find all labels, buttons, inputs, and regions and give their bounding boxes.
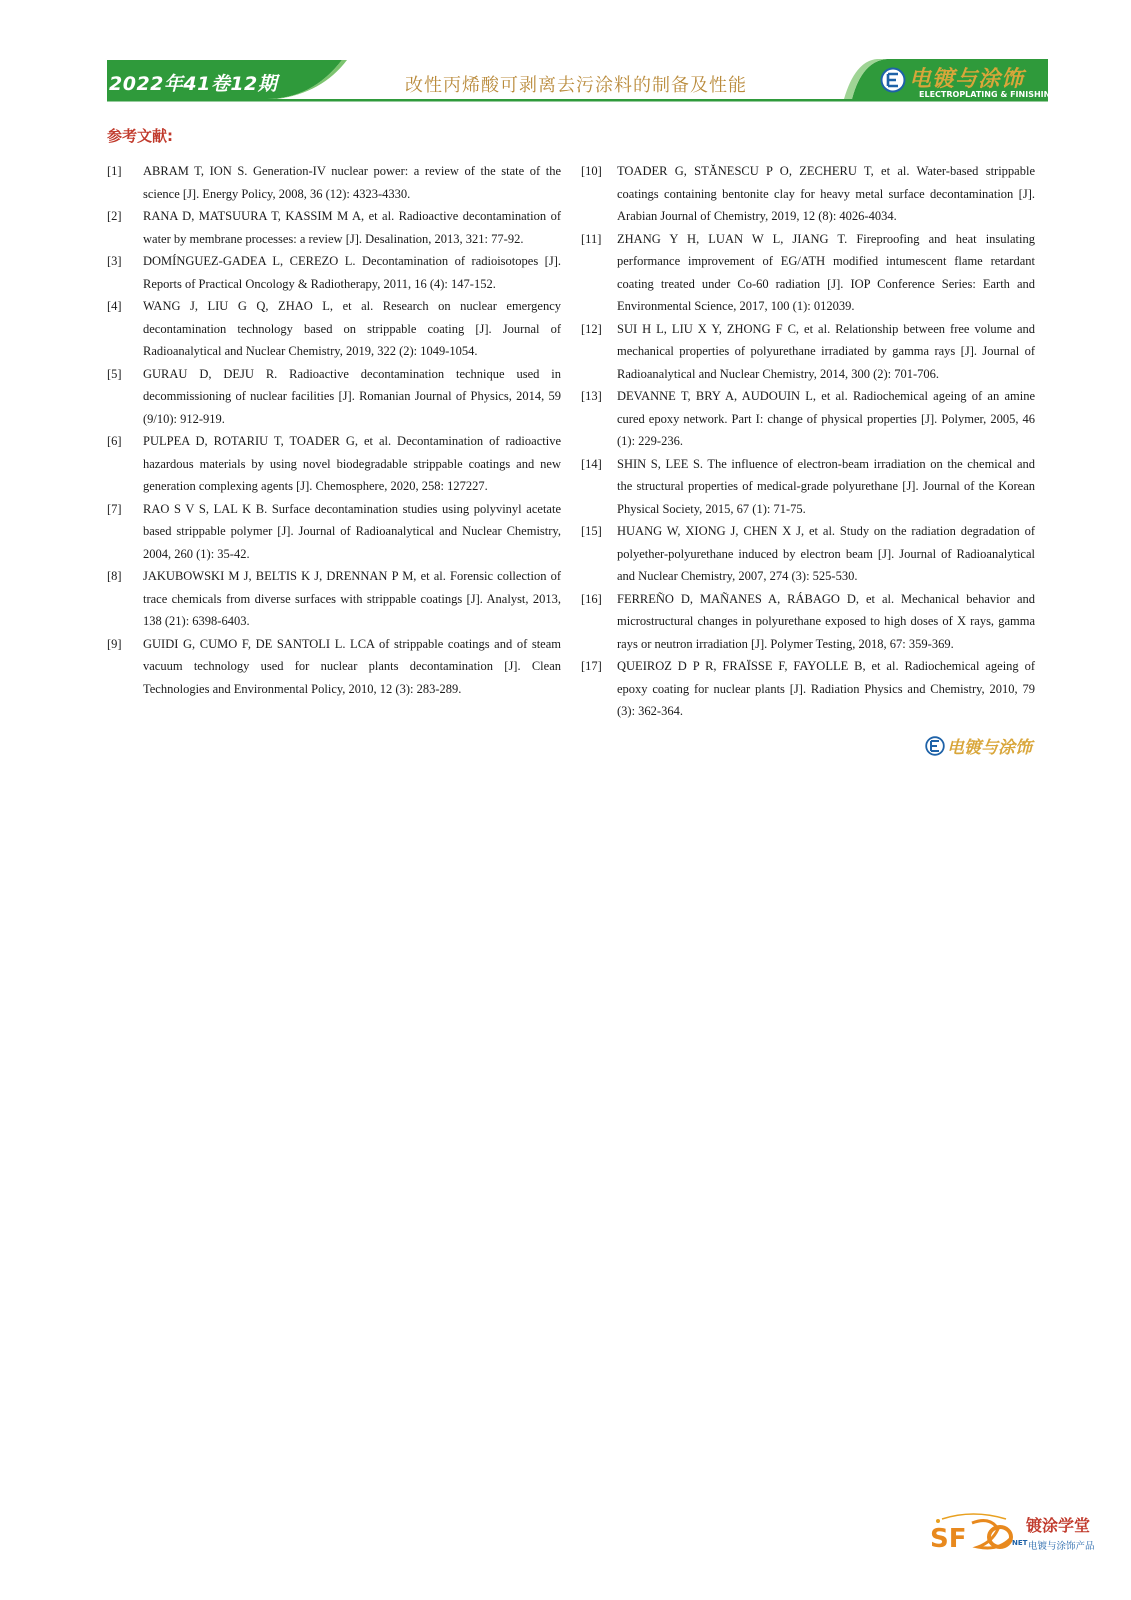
reference-item bbox=[581, 228, 1035, 318]
reference-number: [13] bbox=[581, 389, 602, 403]
sfeo-net-label: NET bbox=[1012, 1539, 1028, 1547]
sfeo-logo bbox=[928, 1507, 1108, 1567]
journal-logo-icon bbox=[880, 67, 906, 93]
reference-number: [17] bbox=[581, 659, 602, 673]
journal-logo-text: 电镀与涂饰 bbox=[909, 66, 1025, 92]
journal-header bbox=[107, 59, 1057, 102]
reference-text: DOMÍNGUEZ-GADEA L, CEREZO L. Decontamination of radioisotopes [J]. Reports of Practical Oncology & Radiotherapy, 2011, 16 (4): 147-152. bbox=[143, 254, 561, 291]
reference-text: ZHANG Y H, LUAN W L, JIANG T. Fireproofing and heat insulating performance improvement of EG/ATH modified intumescent flame retardant coating treated under Co-60 radiation [J]. IOP Conference Series: Earth and Environmental Science, 2017, 100 (1): 012039. bbox=[617, 231, 1035, 313]
reference-text: SUI H L, LIU X Y, ZHONG F C, et al. Relationship between free volume and mechanical properties of polyurethane irradiated by gamma rays [J]. Journal of Radioanalytical and Nuclear Chemistry, 2014, 300 (2): 701-706. bbox=[617, 321, 1035, 381]
reference-number: [3] bbox=[107, 254, 122, 268]
references-heading: 参考文献: bbox=[107, 127, 173, 145]
reference-item bbox=[581, 655, 1035, 723]
journal-mini-logo bbox=[925, 733, 1055, 759]
reference-text: DEVANNE T, BRY A, AUDOUIN L, et al. Radiochemical ageing of an amine cured epoxy network. Part I: change of physical properties [J]. Polymer, 2005, 46 (1): 229-236. bbox=[617, 389, 1035, 448]
reference-text: RAO S V S, LAL K B. Surface decontamination studies using polyvinyl acetate based strippable polymer [J]. Journal of Radioanalytical and Nuclear Chemistry, 2004, 260 (1): 35-42. bbox=[143, 501, 561, 561]
reference-item bbox=[581, 385, 1035, 453]
reference-text: PULPEA D, ROTARIU T, TOADER G, et al. Decontamination of radioactive hazardous materials by using novel biodegradable strippable coatings and new generation complexing agents [J]. Chemosphere, 2020, 258: 127227. bbox=[143, 434, 561, 493]
reference-text: GUIDI G, CUMO F, DE SANTOLI L. LCA of strippable coatings and of steam vacuum technology used for nuclear plants decontamination [J]. Clean Technologies and Environmental Policy, 2010, 12 (3): 283-289. bbox=[143, 636, 561, 696]
reference-item bbox=[107, 430, 561, 498]
reference-item bbox=[107, 633, 561, 701]
sfeo-logo-title: 镀涂学堂 bbox=[1026, 1516, 1091, 1535]
reference-item bbox=[581, 520, 1035, 588]
reference-text: FERREÑO D, MAÑANES A, RÁBAGO D, et al. Mechanical behavior and microstructural changes in polyurethane exposed to high doses of X rays, gamma rays or neutron irradiation [J]. Polymer Testing, 2018, 67: 359-369. bbox=[617, 591, 1035, 651]
reference-item bbox=[107, 565, 561, 633]
sfeo-logo-mark bbox=[928, 1507, 1038, 1562]
reference-text: RANA D, MATSUURA T, KASSIM M A, et al. Radioactive decontamination of water by membrane processes: a review [J]. Desalination, 2013, 321: 77-92. bbox=[143, 209, 561, 246]
reference-text: JAKUBOWSKI M J, BELTIS K J, DRENNAN P M, et al. Forensic collection of trace chemicals from diverse surfaces with strippable coatings [J]. Analyst, 2013, 138 (21): 6398-6403. bbox=[143, 569, 561, 628]
reference-number: [11] bbox=[581, 231, 602, 246]
journal-mini-logo-text: 电镀与涂饰 bbox=[947, 738, 1032, 758]
reference-item bbox=[107, 250, 561, 295]
issue-label: 2022年41卷12期 bbox=[109, 73, 278, 95]
reference-number: [6] bbox=[107, 434, 122, 448]
reference-number: [12] bbox=[581, 321, 602, 336]
reference-number: [16] bbox=[581, 591, 602, 606]
reference-number: [7] bbox=[107, 501, 122, 516]
reference-item bbox=[107, 498, 561, 566]
sfeo-logo-subtitle: 电镀与涂饰产品 bbox=[1028, 1541, 1095, 1552]
reference-number: [15] bbox=[581, 524, 602, 538]
reference-text: HUANG W, XIONG J, CHEN X J, et al. Study on the radiation degradation of polyether-polyurethane induced by electron beam [J]. Journal of Radioanalytical and Nuclear Chemistry, 2007, 274 (3): 525-530. bbox=[617, 524, 1035, 583]
reference-number: [9] bbox=[107, 636, 122, 651]
reference-item bbox=[107, 205, 561, 250]
reference-text: QUEIROZ D P R, FRAÏSSE F, FAYOLLE B, et al. Radiochemical ageing of epoxy coating for nuclear plants [J]. Radiation Physics and Chemistry, 2010, 79 (3): 362-364. bbox=[617, 659, 1035, 718]
reference-item bbox=[581, 318, 1035, 386]
reference-text: TOADER G, STĂNESCU P O, ZECHERU T, et al. Water-based strippable coatings containing bentonite clay for heavy metal surface decontamination [J]. Arabian Journal of Chemistry, 2019, 12 (8): 4026-4034. bbox=[617, 164, 1035, 223]
reference-item bbox=[581, 453, 1035, 521]
references-right-column bbox=[581, 160, 1035, 723]
reference-number: [10] bbox=[581, 164, 602, 178]
svg-text:SF: SF bbox=[930, 1524, 967, 1554]
reference-item bbox=[107, 363, 561, 431]
journal-logo-english: ELECTROPLATING & FINISHING bbox=[919, 90, 1057, 99]
journal-logo-icon bbox=[925, 736, 945, 756]
reference-text: ABRAM T, ION S. Generation-IV nuclear power: a review of the state of the science [J]. Energy Policy, 2008, 36 (12): 4323-4330. bbox=[143, 164, 561, 201]
reference-number: [14] bbox=[581, 456, 602, 471]
article-running-title: 改性丙烯酸可剥离去污涂料的制备及性能 bbox=[405, 75, 747, 96]
reference-item bbox=[581, 160, 1035, 228]
reference-item bbox=[581, 588, 1035, 656]
reference-text: GURAU D, DEJU R. Radioactive decontamination technique used in decommissioning of nuclear facilities [J]. Romanian Journal of Physics, 2014, 59 (9/10): 912-919. bbox=[143, 366, 561, 426]
reference-text: SHIN S, LEE S. The influence of electron-beam irradiation on the chemical and the structural properties of medical-grade polyurethane [J]. Journal of the Korean Physical Society, 2015, 67 (1): 71-75. bbox=[617, 456, 1035, 516]
reference-number: [2] bbox=[107, 209, 122, 223]
reference-item bbox=[107, 160, 561, 205]
reference-number: [5] bbox=[107, 366, 122, 381]
reference-number: [1] bbox=[107, 164, 122, 178]
reference-number: [4] bbox=[107, 299, 122, 313]
reference-number: [8] bbox=[107, 569, 122, 583]
references-left-column bbox=[107, 160, 561, 700]
reference-item bbox=[107, 295, 561, 363]
reference-text: WANG J, LIU G Q, ZHAO L, et al. Research on nuclear emergency decontamination technology based on strippable coating [J]. Journal of Radioanalytical and Nuclear Chemistry, 2019, 322 (2): 1049-1054. bbox=[143, 299, 561, 358]
